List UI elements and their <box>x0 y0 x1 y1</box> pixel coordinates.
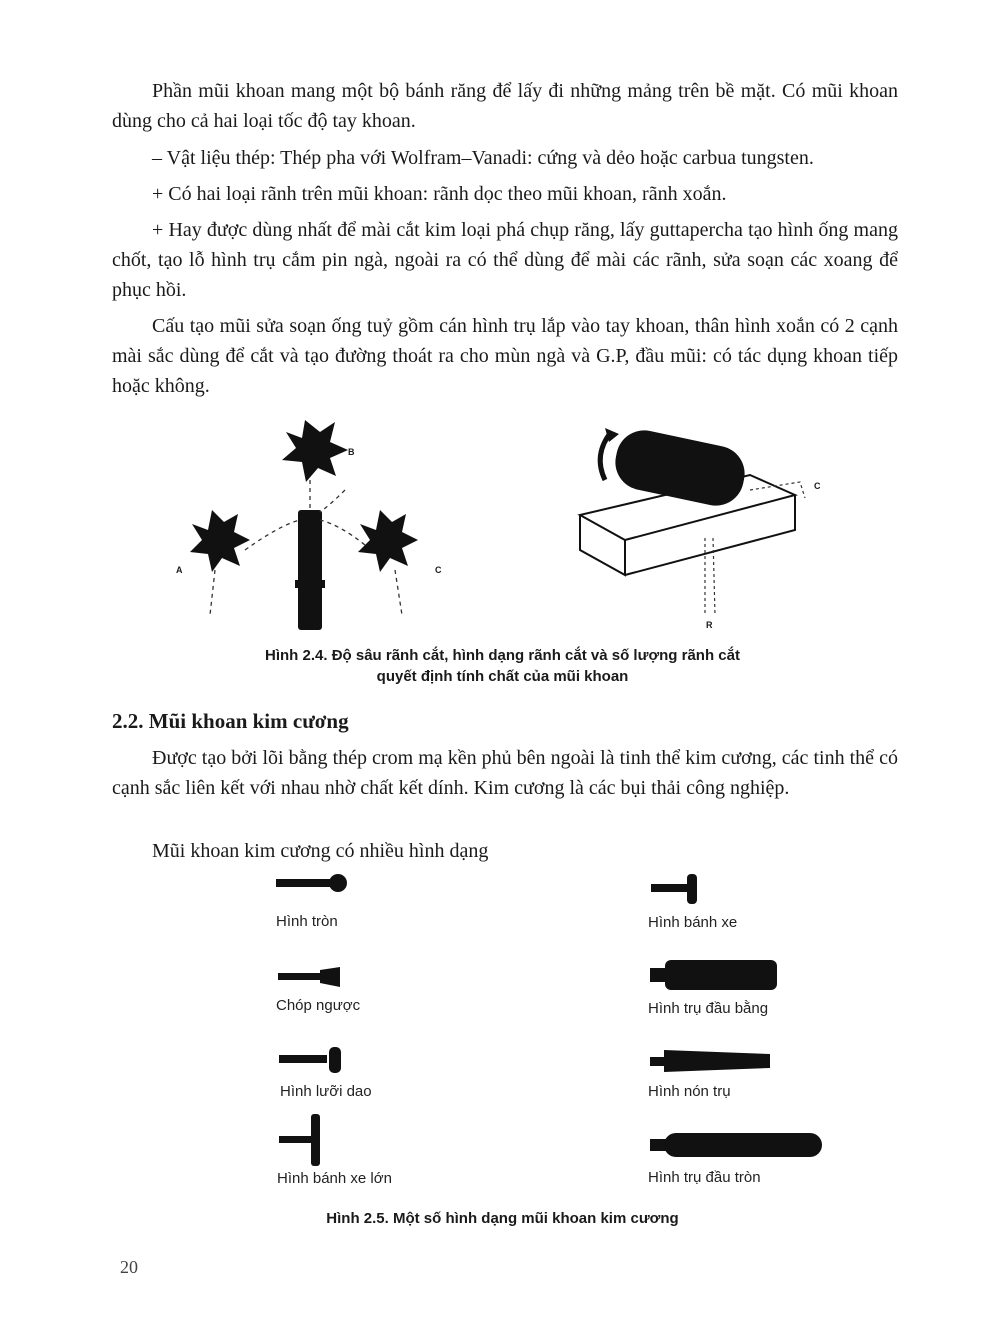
paragraph-diamond-bur: Được tạo bởi lõi bằng thép crom mạ kền phủ bên ngoài là tinh thể kim cương, các tinh thể có cạnh sắc liên kết với nhau nhờ chất kết dính. Kim cương là các bụi thải công nghiệp. <box>112 747 898 799</box>
knife-edge-bur-icon <box>279 1047 344 1073</box>
section-heading: 2.2. Mũi khoan kim cương <box>112 709 349 733</box>
paragraph-usage: + Hay được dùng nhất để mài cắt kim loại phá chụp răng, lấy guttapercha tạo hình ống mang chốt, tạo lỗ hình trụ cắm pin ngà, ngoài ra có thể dùng để mài các rãnh, sửa soạn các xoang để phục hồi. <box>112 219 898 301</box>
shape-label-wheel: Hình bánh xe <box>648 914 738 931</box>
label-c-right: C <box>814 481 821 491</box>
figure-2-5-caption: Hình 2.5. Một số hình dạng mũi khoan kim cương <box>326 1210 679 1227</box>
tapered-cylinder-bur-icon <box>650 1048 775 1074</box>
flute-star-icon-c <box>358 510 418 572</box>
flute-star-icon-a <box>190 510 250 572</box>
label-a: A <box>176 565 183 575</box>
inverted-cone-bur-icon <box>278 966 343 988</box>
paragraph-gear-bur: Phần mũi khoan mang một bộ bánh răng để lấy đi những mảng trên bề mặt. Có mũi khoan dùng cho cả hai loại tốc độ tay khoan. <box>112 80 898 132</box>
label-r: R <box>706 620 713 630</box>
shape-label-round-end-cylinder: Hình trụ đầu tròn <box>648 1169 761 1186</box>
paragraph-steel-material: – Vật liệu thép: Thép pha với Wolfram–Vanadi: cứng và dẻo hoặc carbua tungsten. <box>152 147 814 169</box>
round-bur-icon <box>276 872 351 894</box>
bur-on-block-figure <box>575 420 835 635</box>
wheel-bur-icon <box>651 874 701 904</box>
flute-star-icon-b <box>282 420 348 482</box>
bur-cross-section-figure <box>170 410 460 640</box>
paragraph-groove-types: + Có hai loại rãnh trên mũi khoan: rãnh dọc theo mũi khoan, rãnh xoắn. <box>152 183 727 205</box>
shape-label-large-wheel: Hình bánh xe lớn <box>277 1170 392 1187</box>
round-end-cylinder-bur-icon <box>650 1131 825 1159</box>
page-number: 20 <box>120 1257 138 1277</box>
bur-shank-icon <box>295 510 325 630</box>
paragraph-diamond-shapes: Mũi khoan kim cương có nhiều hình dạng <box>152 840 489 862</box>
paragraph-canal-bur-structure: Cấu tạo mũi sửa soạn ống tuỷ gồm cán hình trụ lắp vào tay khoan, thân hình xoắn có 2 cạnh mài sắc dùng để cắt và tạo đường thoát ra cho mùn ngà và G.P, đầu mũi: có tác dụng khoan tiếp hoặc không. <box>112 315 898 397</box>
shape-label-inverted-cone: Chóp ngược <box>276 997 361 1014</box>
shape-label-tapered-cylinder: Hình nón trụ <box>648 1083 731 1100</box>
flat-cylinder-bur-icon <box>650 960 780 992</box>
label-c-left: C <box>435 565 442 575</box>
shape-label-flat-cylinder: Hình trụ đầu bằng <box>648 1000 769 1017</box>
shape-label-round: Hình tròn <box>276 913 338 930</box>
label-b: B <box>348 447 355 457</box>
large-wheel-bur-icon <box>279 1114 324 1166</box>
figure-2-4-caption-line1: Hình 2.4. Độ sâu rãnh cắt, hình dạng rãnh cắt và số lượng rãnh cắt <box>265 647 740 664</box>
shape-label-knife-edge: Hình lưỡi dao <box>280 1083 372 1100</box>
figure-2-4-caption-line2: quyết định tính chất của mũi khoan <box>376 668 629 685</box>
spinning-bur-icon <box>610 425 750 511</box>
